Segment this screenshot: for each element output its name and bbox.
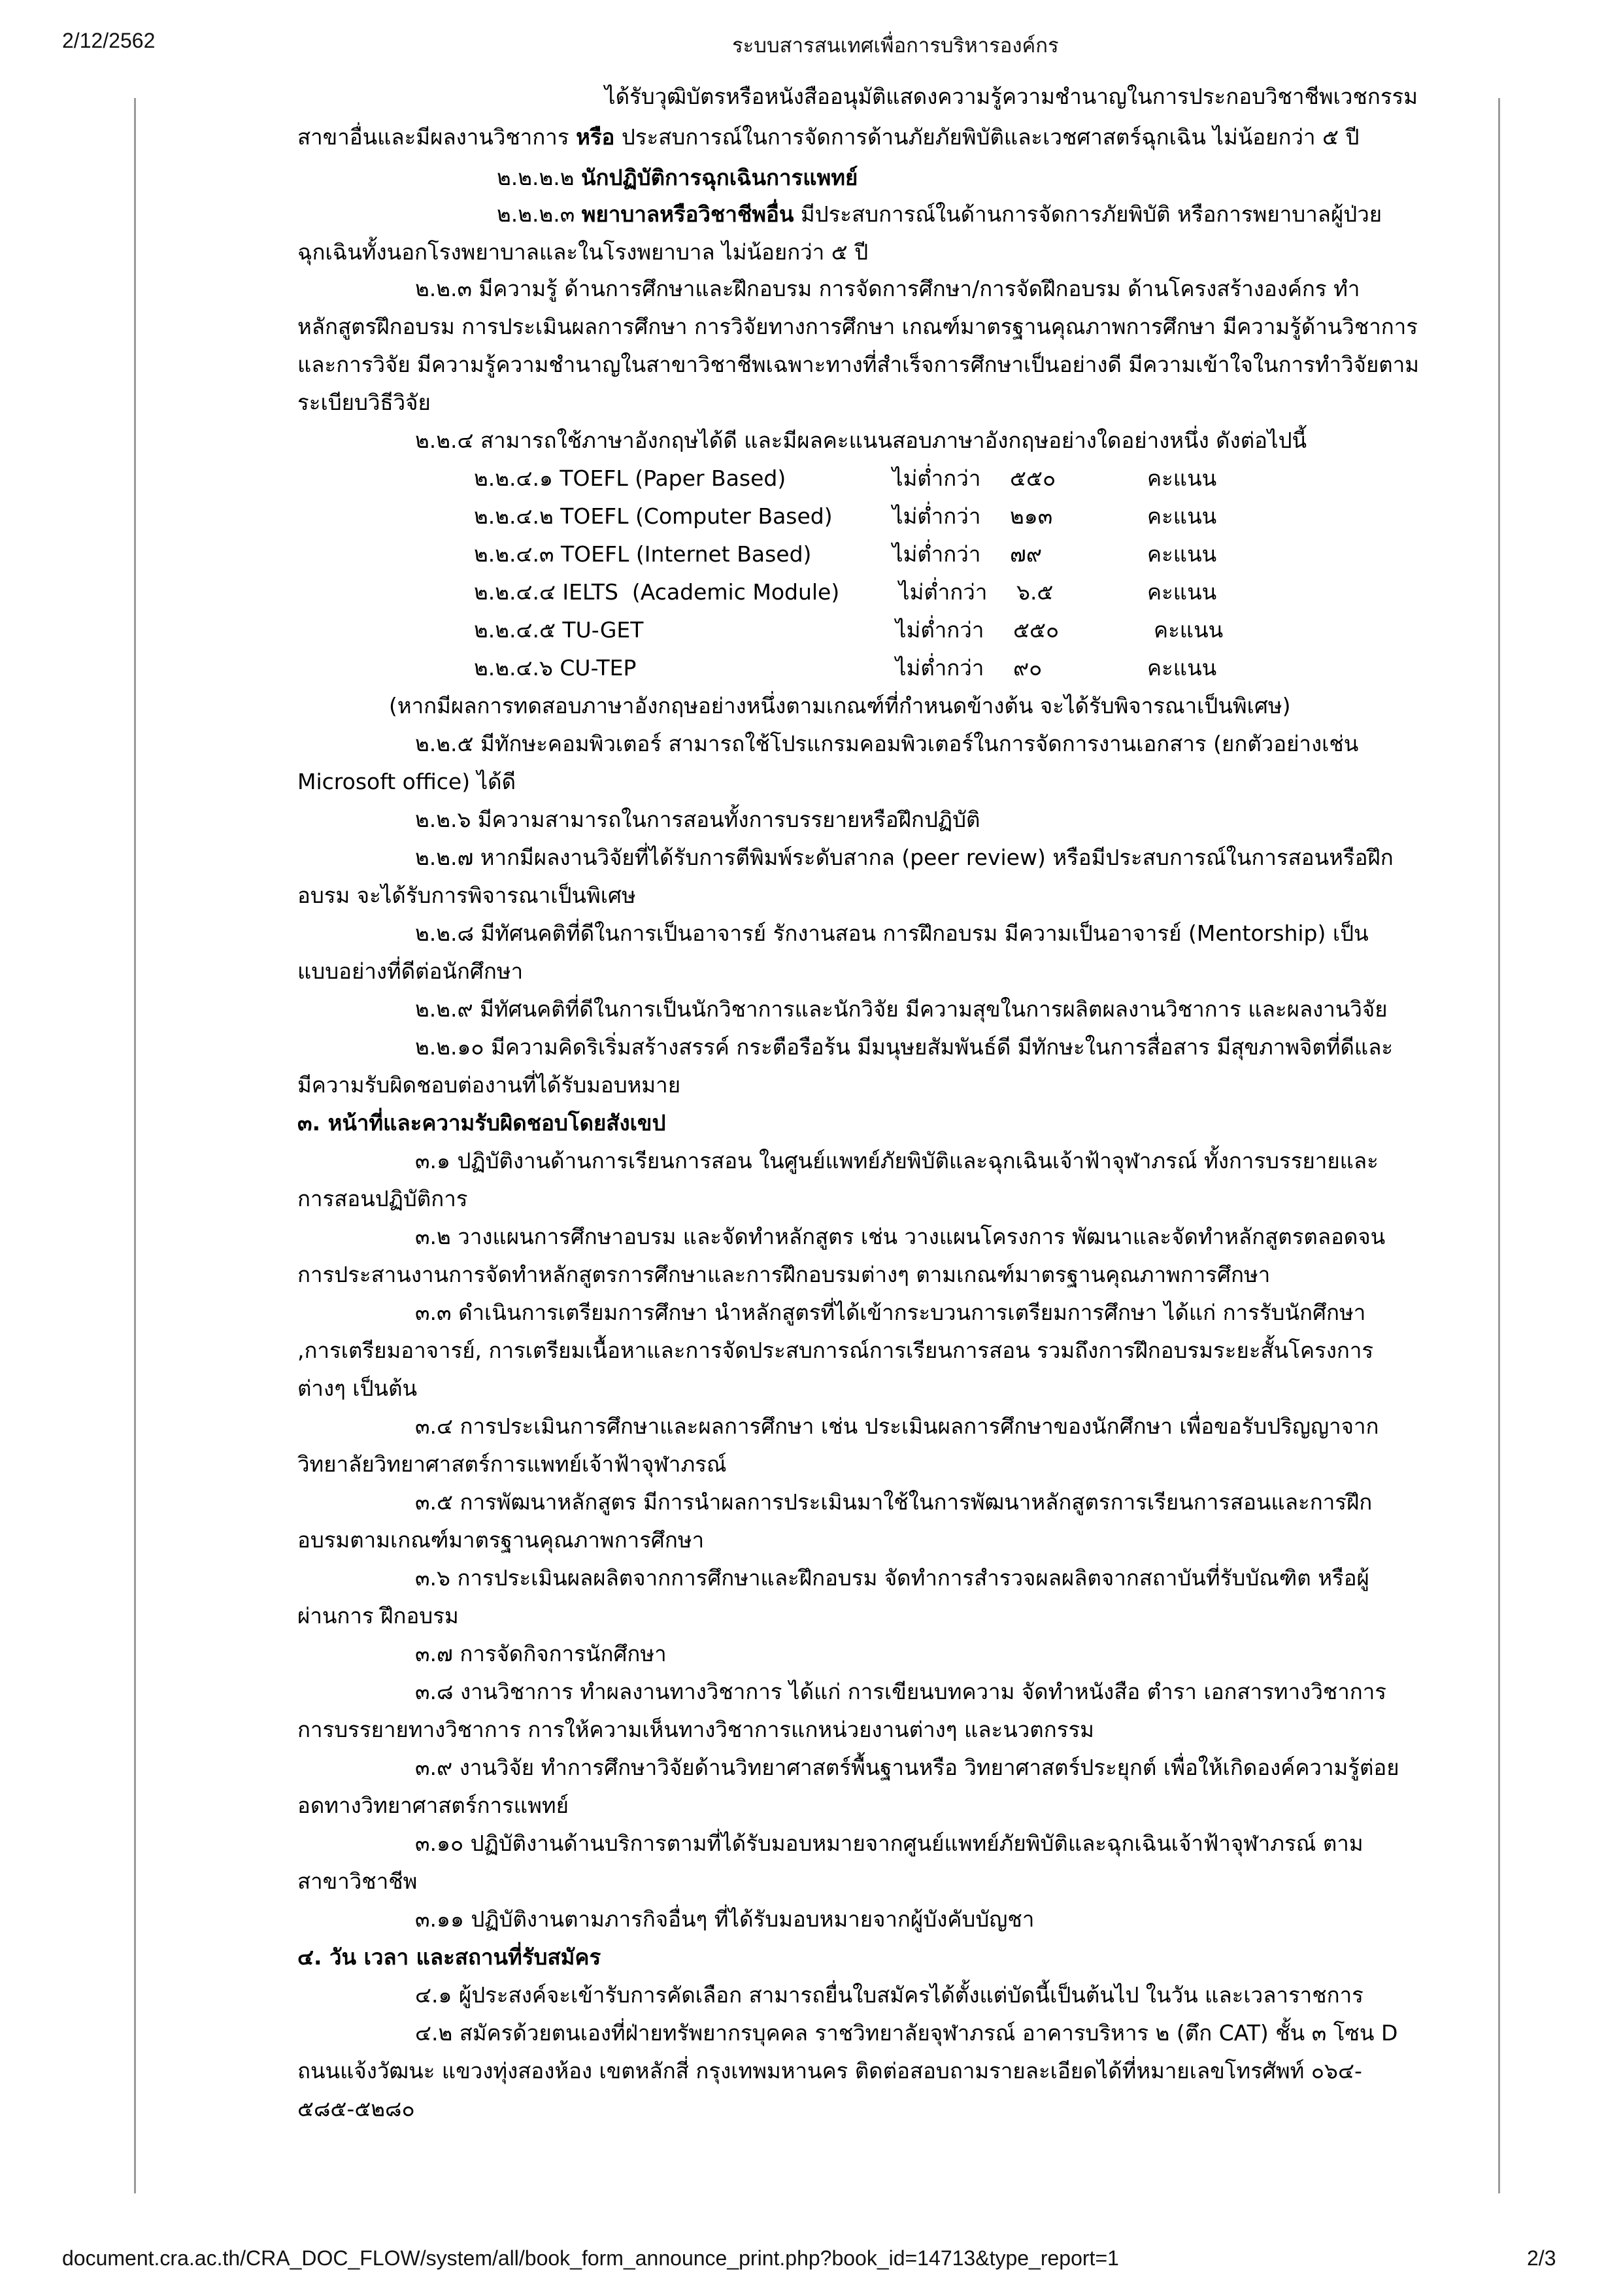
section-224: ๒.๒.๔ สามารถใช้ภาษาอังกฤษได้ดี และมีผลคะแนนสอบภาษาอังกฤษอย่างใดอย่างหนึ่ง ดังต่อไปนี้ <box>415 428 1307 453</box>
subsection-2222: ๒.๒.๒.๒ นักปฏิบัติการฉุกเฉินการแพทย์ <box>497 165 858 190</box>
para-line: ฉุกเฉินทั้งนอกโรงพยาบาลและในโรงพยาบาล ไม่น้อยกว่า ๕ ปี <box>297 239 869 265</box>
para-line: สาขาวิชาชีพ <box>297 1868 418 1894</box>
section-226: ๒.๒.๖ มีความสามารถในการสอนทั้งการบรรยายหรือฝึกปฏิบัติ <box>415 807 980 832</box>
section-33: ๓.๓ ดำเนินการเตรียมการศึกษา นำหลักสูตรที่ได้เข้ากระบวนการเตรียมการศึกษา ได้แก่ การรับนักศึกษา <box>415 1300 1366 1325</box>
para-line: หลักสูตรฝึกอบรม การประเมินผลการศึกษา การวิจัยทางการศึกษา เกณฑ์มาตรฐานคุณภาพการศึกษา มีความรู้ด้านวิชาการ <box>297 314 1418 339</box>
para-line: อบรมตามเกณฑ์มาตรฐานคุณภาพการศึกษา <box>297 1527 705 1553</box>
para-line: ได้รับวุฒิบัตรหรือหนังสืออนุมัติแสดงความรู้ความชำนาญในการประกอบวิชาชีพเวชกรรม <box>605 84 1418 109</box>
section-36: ๓.๖ การประเมินผลผลิตจากการศึกษาและฝึกอบรม จัดทำการสำรวจผลผลิตจากสถาบันที่รับบัณฑิต หรือผู้ <box>415 1565 1369 1591</box>
section-310: ๓.๑๐ ปฏิบัติงานด้านบริการตามที่ได้รับมอบหมายจากศูนย์แพทย์ภัยพิบัติและฉุกเฉินเจ้าฟ้าจุฬาภรณ์ ตาม <box>415 1831 1364 1856</box>
para-line: การบรรยายทางวิชาการ การให้ความเห็นทางวิชาการแกหน่วยงานต่างๆ และนวตกรรม <box>297 1717 1094 1742</box>
para-line: การประสานงานการจัดทำหลักสูตรการศึกษาและการฝึกอบรมต่างๆ ตามเกณฑ์มาตรฐานคุณภาพการศึกษา <box>297 1262 1271 1287</box>
section-42: ๔.๒ สมัครด้วยตนเองที่ฝ่ายทรัพยากรบุคคล ราชวิทยาลัยจุฬาภรณ์ อาคารบริหาร ๒ (ตึก CAT) ชั้น ๓ โซน D <box>415 2020 1398 2046</box>
para-line: Microsoft office) ได้ดี <box>297 769 516 794</box>
para-line: แบบอย่างที่ดีต่อนักศึกษา <box>297 958 524 984</box>
para-line: มีความรับผิดชอบต่องานที่ได้รับมอบหมาย <box>297 1072 681 1098</box>
para-line: และการวิจัย มีความรู้ความชำนาญในสาขาวิชาชีพเฉพาะทางที่สำเร็จการศึกษาเป็นอย่างดี มีความเข้าใจในการทำวิจัยตาม <box>297 352 1420 377</box>
footer-url: document.cra.ac.th/CRA_DOC_FLOW/system/all/book_form_announce_print.php?book_id=14713&type_report=1 <box>62 2246 1119 2270</box>
page-number: 2/3 <box>1527 2246 1556 2270</box>
section-2210: ๒.๒.๑๐ มีความคิดริเริ่มสร้างสรรค์ กระตือรือร้น มีมนุษยสัมพันธ์ดี มีทักษะในการสื่อสาร มีสุขภาพจิตที่ดีและ <box>415 1034 1394 1060</box>
para-line: ระเบียบวิธีวิจัย <box>297 390 431 415</box>
para-line: สาขาอื่นและมีผลงานวิชาการ หรือ ประสบการณ์ในการจัดการด้านภัยภัยพิบัติและเวชศาสตร์ฉุกเฉิน ไม่น้อยกว่า ๕ ปี <box>297 124 1360 150</box>
emphasis-or: หรือ <box>576 124 615 150</box>
heading-section-3: ๓. หน้าที่และความรับผิดชอบโดยสังเขป <box>297 1110 666 1136</box>
para-line: ต่างๆ เป็นต้น <box>297 1376 418 1401</box>
section-229: ๒.๒.๙ มีทัศนคติที่ดีในการเป็นนักวิชาการและนักวิจัย มีความสุขในการผลิตผลงานวิชาการ และผลงานวิจัย <box>415 996 1388 1022</box>
section-41: ๔.๑ ผู้ประสงค์จะเข้ารับการคัดเลือก สามารถยื่นใบสมัครได้ตั้งแต่บัดนี้เป็นต้นไป ในวัน และเวลาราชการ <box>415 1982 1364 2008</box>
para-line: อดทางวิทยาศาสตร์การแพทย์ <box>297 1793 569 1818</box>
section-225: ๒.๒.๕ มีทักษะคอมพิวเตอร์ สามารถใช้โปรแกรมคอมพิวเตอร์ในการจัดการงานเอกสาร (ยกตัวอย่างเช่น <box>415 731 1359 756</box>
section-311: ๓.๑๑ ปฏิบัติงานตามภารกิจอื่นๆ ที่ได้รับมอบหมายจากผู้บังคับบัญชา <box>415 1906 1035 1932</box>
section-32: ๓.๒ วางแผนการศึกษาอบรม และจัดทำหลักสูตร เช่น วางแผนโครงการ พัฒนาและจัดทำหลักสูตรตลอดจน <box>415 1224 1386 1249</box>
para-line: ผ่านการ ฝึกอบรม <box>297 1603 459 1629</box>
right-margin-rule <box>1498 98 1500 2193</box>
section-39: ๓.๙ งานวิจัย ทำการศึกษาวิจัยด้านวิทยาศาสตร์พื้นฐานหรือ วิทยาศาสตร์ประยุกต์ เพื่อให้เกิดองค์ความรู้ต่อย <box>415 1755 1399 1780</box>
section-35: ๓.๕ การพัฒนาหลักสูตร มีการนำผลการประเมินมาใช้ในการพัฒนาหลักสูตรการเรียนการสอนและการฝึก <box>415 1489 1373 1515</box>
para-line: ,การเตรียมอาจารย์, การเตรียมเนื้อหาและการจัดประสบการณ์การเรียนการสอน รวมถึงการฝึกอบรมระยะสั้นโครงการ <box>297 1338 1374 1363</box>
section-31: ๓.๑ ปฏิบัติงานด้านการเรียนการสอน ในศูนย์แพทย์ภัยพิบัติและฉุกเฉินเจ้าฟ้าจุฬาภรณ์ ทั้งการบรรยายและ <box>415 1148 1379 1173</box>
page-header-title: ระบบสารสนเทศเพื่อการบริหารองค์กร <box>732 34 1059 57</box>
print-date: 2/12/2562 <box>62 29 156 52</box>
subsection-2223: ๒.๒.๒.๓ พยาบาลหรือวิชาชีพอื่น มีประสบการณ์ในด้านการจัดการภัยพิบัติ หรือการพยาบาลผู้ป่วย <box>497 201 1382 227</box>
section-223: ๒.๒.๓ มีความรู้ ด้านการศึกษาและฝึกอบรม การจัดการศึกษา/การจัดฝึกอบรม ด้านโครงสร้างองค์กร ทำ <box>415 276 1360 301</box>
section-228: ๒.๒.๘ มีทัศนคติที่ดีในการเป็นอาจารย์ รักงานสอน การฝึกอบรม มีความเป็นอาจารย์ (Mentorship) เป็น <box>415 920 1369 946</box>
test-note: (หากมีผลการทดสอบภาษาอังกฤษอย่างหนึ่งตามเกณฑ์ที่กำหนดข้างต้น จะได้รับพิจารณาเป็นพิเศษ) <box>389 693 1291 718</box>
para-line: ถนนแจ้งวัฒนะ แขวงทุ่งสองห้อง เขตหลักสี่ กรุงเทพมหานคร ติดต่อสอบถามรายละเอียดได้ที่หมายเลขโทรศัพท์ ๐๖๔- <box>297 2058 1362 2084</box>
section-37: ๓.๗ การจัดกิจการนักศึกษา <box>415 1641 667 1666</box>
left-margin-rule <box>134 98 136 2193</box>
para-line: อบรม จะได้รับการพิจารณาเป็นพิเศษ <box>297 883 636 908</box>
phone-number: ๕๘๕-๕๒๘๐ <box>297 2096 415 2121</box>
section-34: ๓.๔ การประเมินการศึกษาและผลการศึกษา เช่น ประเมินผลการศึกษาของนักศึกษา เพื่อขอรับปริญญาจาก <box>415 1413 1379 1439</box>
para-line: การสอนปฏิบัติการ <box>297 1186 468 1211</box>
para-line: วิทยาลัยวิทยาศาสตร์การแพทย์เจ้าฟ้าจุฬาภรณ์ <box>297 1451 727 1477</box>
section-227: ๒.๒.๗ หากมีผลงานวิจัยที่ได้รับการตีพิมพ์ระดับสากล (peer review) หรือมีประสบการณ์ในการสอนหรือฝึก <box>415 845 1394 870</box>
section-38: ๓.๘ งานวิชาการ ทำผลงานทางวิชาการ ได้แก่ การเขียนบทความ จัดทำหนังสือ ตำรา เอกสารทางวิชาการ <box>415 1679 1387 1704</box>
heading-section-4: ๔. วัน เวลา และสถานที่รับสมัคร <box>297 1944 601 1970</box>
